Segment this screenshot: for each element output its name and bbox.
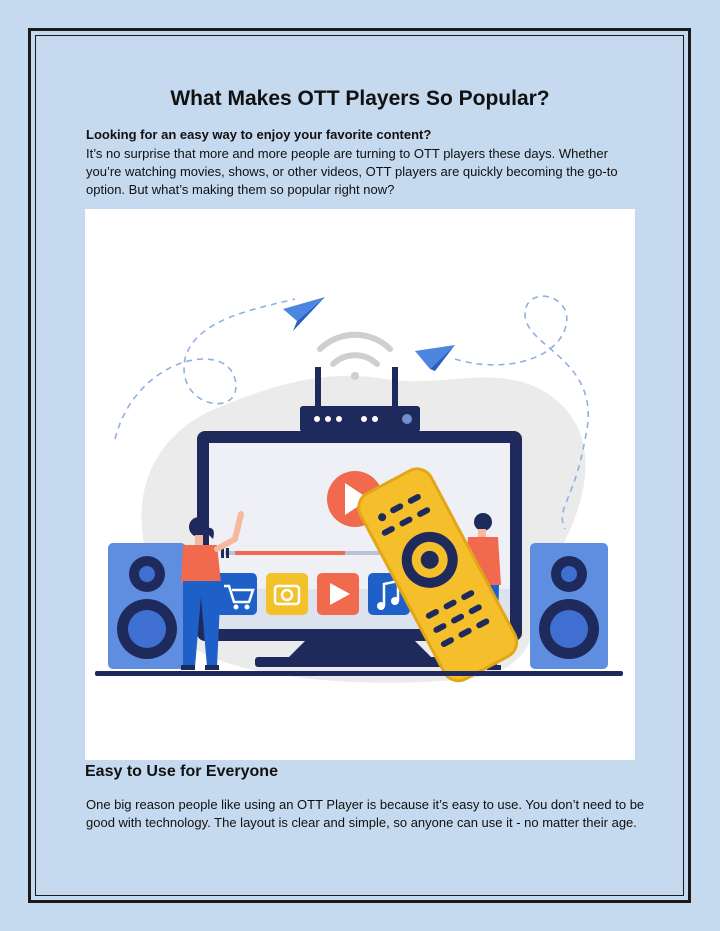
ott-illustration — [85, 209, 635, 760]
page-title: What Makes OTT Players So Popular? — [170, 87, 550, 110]
floor-line — [95, 671, 623, 676]
wifi-signal-icon — [320, 335, 390, 380]
lead-question: Looking for an easy way to enjoy your favorite content? — [86, 127, 432, 142]
right-speaker — [530, 543, 608, 669]
section-heading: Easy to Use for Everyone — [85, 763, 278, 780]
paper-plane-icon — [415, 345, 455, 371]
shopping-cart-icon — [215, 573, 257, 615]
camera-icon — [266, 573, 308, 615]
left-speaker — [108, 543, 186, 669]
section-paragraph: One big reason people like using an OTT Player is because it’s easy to use. You don’t need to be good with technology. The layout is clear and simple, so anyone can use it - no matter their age. — [86, 797, 645, 830]
video-play-icon — [317, 573, 359, 615]
lead-paragraph: It’s no surprise that more and more people are turning to OTT players these days. Whether you’re watching movies, shows, or other videos, OTT players are quickly becoming the go-to option. But what’s making them so popular right now? — [86, 146, 618, 197]
paper-plane-icon — [283, 297, 325, 331]
ott-illustration-svg — [85, 209, 635, 760]
